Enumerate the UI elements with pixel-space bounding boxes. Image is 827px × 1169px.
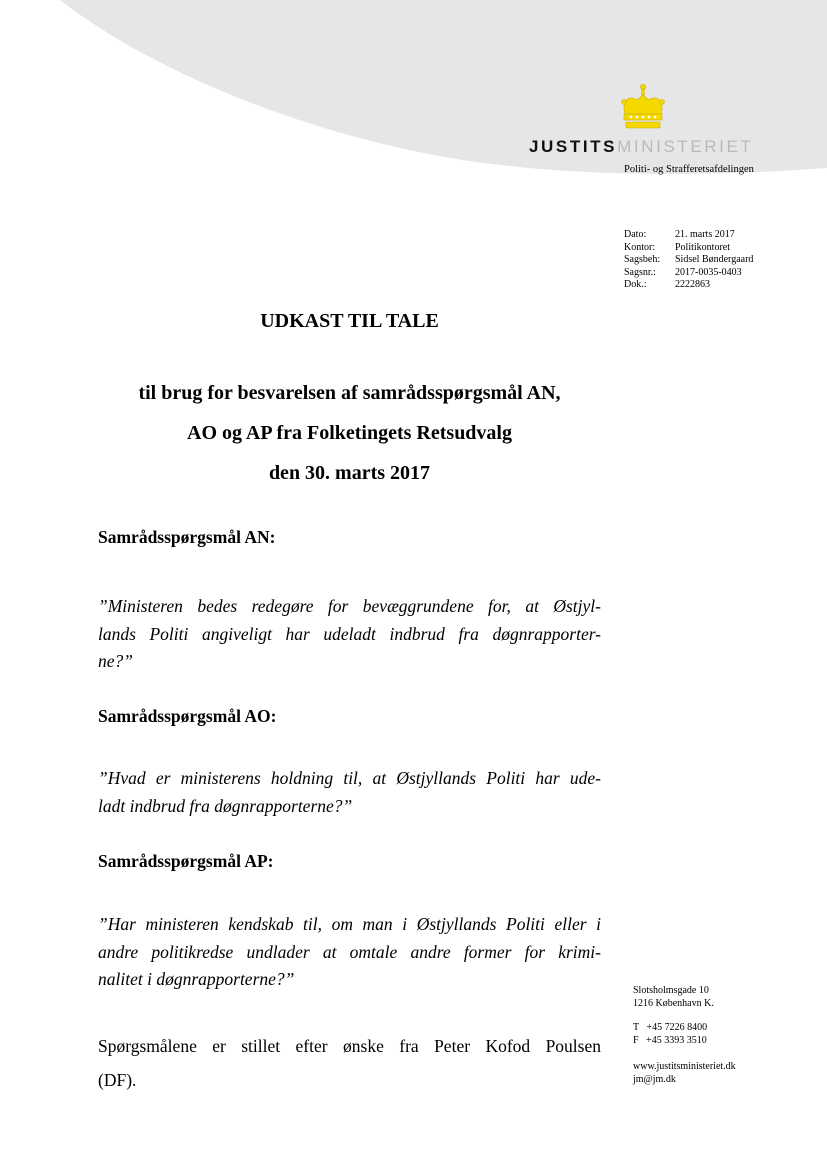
- body-paragraph: [98, 1029, 601, 1097]
- quote-line: lands Politi angiveligt har udeladt indbrud fra døgnrapporter-: [98, 623, 601, 644]
- question-heading-ap: Samrådsspørgsmål AP:: [98, 851, 274, 871]
- meta-label: Dato:: [624, 229, 647, 240]
- subtitle-line: AO og AP fra Folketingets Retsudvalg: [187, 422, 512, 444]
- address-street: Slotsholmsgade 10: [633, 985, 709, 996]
- body-line: Spørgsmålene er stillet efter ønske fra Peter Kofod Poulsen: [98, 1036, 601, 1056]
- contact-web-block: [633, 1061, 736, 1086]
- meta-row-date: [624, 229, 753, 242]
- quote-line: ne?”: [98, 651, 133, 671]
- quote-line: ”Hvad er ministerens holdning til, at Østjyllands Politi har ude-: [98, 768, 601, 788]
- meta-row-doc: [624, 279, 753, 292]
- meta-value: 21. marts 2017: [675, 229, 735, 240]
- contact-phone: T +45 7226 8400: [633, 1022, 708, 1033]
- ministry-logo: [529, 137, 753, 157]
- question-quote-ap: [98, 911, 601, 994]
- document-title: UDKAST TIL TALE: [260, 310, 439, 332]
- question-heading-ao: Samrådsspørgsmål AO:: [98, 706, 277, 726]
- body-line: (DF).: [98, 1070, 137, 1090]
- meta-value: 2017-0035-0403: [675, 266, 742, 278]
- meta-label: Sagsnr.:: [624, 266, 656, 278]
- contact-fax: F +45 3393 3510: [633, 1034, 707, 1046]
- question-quote-an: [98, 593, 601, 676]
- meta-row-caseworker: [624, 254, 753, 267]
- contact-phone-block: [633, 1022, 707, 1047]
- quote-line: ”Har ministeren kendskab til, om man i Østjyllands Politi eller i: [98, 914, 601, 934]
- question-heading-an: Samrådsspørgsmål AN:: [98, 527, 276, 547]
- meta-row-office: [624, 242, 753, 255]
- meta-label: Dok.:: [624, 279, 647, 291]
- meta-value: Politikontoret: [675, 241, 730, 253]
- quote-line: nalitet i døgnrapporterne?”: [98, 969, 295, 989]
- meta-row-case-number: [624, 267, 753, 280]
- document-meta: [624, 229, 753, 292]
- quote-line: andre politikredse undlader at omtale andre former for krimi-: [98, 941, 601, 962]
- meta-label: Kontor:: [624, 241, 656, 253]
- subtitle-line: til brug for besvarelsen af samrådsspørgsmål AN,: [138, 382, 561, 404]
- meta-label: Sagsbeh:: [624, 254, 661, 266]
- contact-email-link[interactable]: jm@jm.dk: [633, 1073, 676, 1085]
- document-subtitle: [98, 373, 601, 493]
- meta-value: 2222863: [675, 279, 710, 291]
- address-block: [633, 985, 714, 1010]
- address-city: 1216 København K.: [633, 997, 714, 1009]
- crown-logo-icon: [615, 84, 671, 132]
- quote-line: ”Ministeren bedes redegøre for bevæggrundene for, at Østjyl-: [98, 596, 601, 616]
- logo-ministeriet: MINISTERIET: [617, 137, 754, 156]
- question-quote-ao: [98, 765, 601, 820]
- department-name: Politi- og Strafferetsafdelingen: [624, 164, 754, 175]
- subtitle-line: den 30. marts 2017: [268, 462, 431, 484]
- logo-justits: JUSTITS: [529, 137, 618, 156]
- quote-line: ladt indbrud fra døgnrapporterne?”: [98, 795, 353, 816]
- meta-value: Sidsel Bøndergaard: [675, 254, 754, 266]
- contact-website-link[interactable]: www.justitsministeriet.dk: [633, 1061, 736, 1072]
